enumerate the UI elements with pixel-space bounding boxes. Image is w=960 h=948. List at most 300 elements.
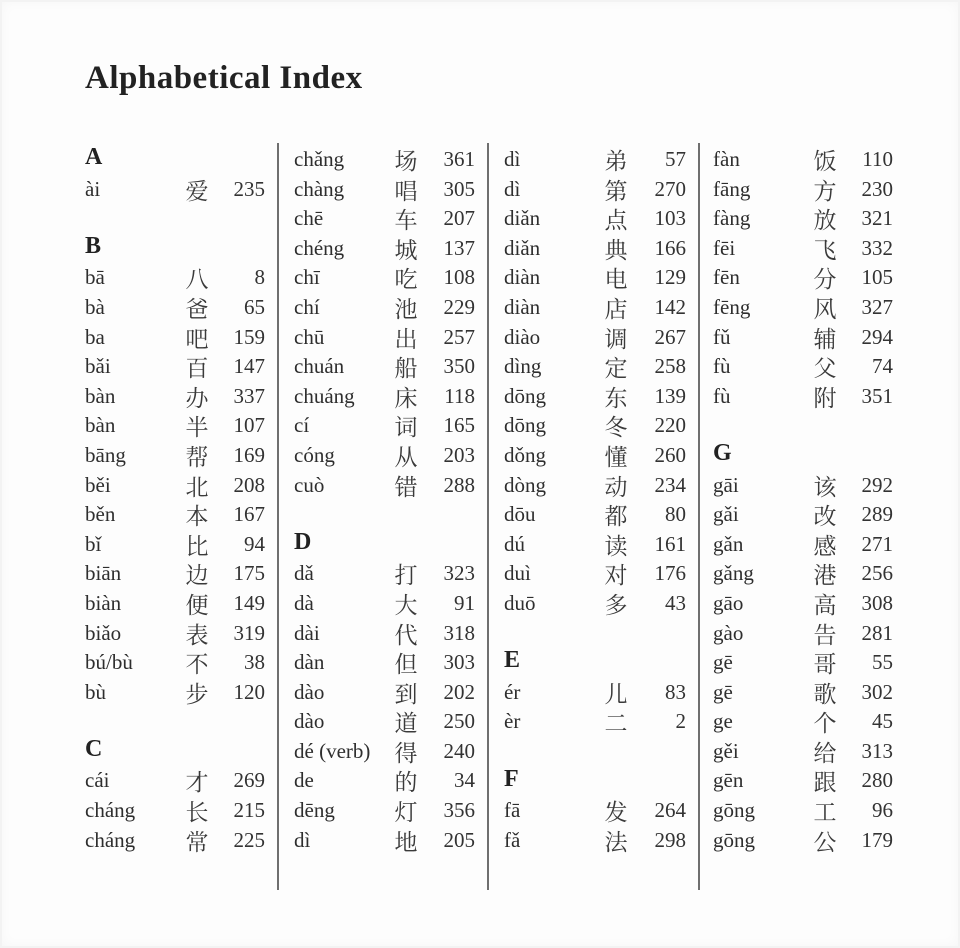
blank-row: [713, 409, 905, 439]
page-number: 235: [233, 176, 265, 201]
index-entry: [85, 646, 277, 676]
hanzi-character: 哥: [813, 652, 837, 678]
index-entry: [85, 261, 277, 291]
hanzi-character: 道: [394, 711, 418, 737]
index-entry: [85, 469, 277, 499]
index-entry: [504, 321, 698, 351]
pinyin-text: bù: [85, 679, 106, 704]
blank-row: [504, 735, 698, 765]
hanzi-character: 读: [604, 533, 628, 559]
hanzi-character: 吧: [185, 326, 209, 352]
hanzi-character: 跟: [813, 770, 837, 796]
index-entry: [504, 705, 698, 735]
section-letter: A: [85, 144, 103, 171]
page-number: 298: [654, 827, 686, 852]
hanzi-character: 常: [185, 829, 209, 855]
index-entry: [713, 528, 905, 558]
hanzi-character: 法: [604, 829, 628, 855]
pinyin-text: diàn: [504, 265, 541, 290]
hanzi-character: 北: [185, 474, 209, 500]
pinyin-text: dǎ: [294, 561, 314, 586]
pinyin-text: diàn: [504, 294, 541, 319]
hanzi-character: 调: [604, 326, 628, 352]
hanzi-character: 都: [604, 504, 628, 530]
hanzi-character: 吃: [394, 267, 418, 293]
hanzi-character: 歌: [813, 681, 837, 707]
page-number: 91: [454, 590, 475, 615]
page-number: 220: [654, 413, 686, 438]
hanzi-character: 给: [813, 740, 837, 766]
page-number: 142: [654, 294, 686, 319]
pinyin-text: gāo: [713, 590, 744, 615]
section-letter: E: [504, 647, 521, 674]
index-entry: [294, 291, 487, 321]
index-column-2: [277, 143, 487, 890]
hanzi-character: 儿: [604, 681, 628, 707]
index-entry: [294, 824, 487, 854]
pinyin-text: fā: [504, 798, 521, 823]
hanzi-character: 动: [604, 474, 628, 500]
index-entry: [713, 705, 905, 735]
pinyin-text: bāng: [85, 442, 126, 467]
index-entry: [713, 764, 905, 794]
hanzi-character: 港: [813, 563, 837, 589]
index-entry: [294, 232, 487, 262]
index-entry: [713, 794, 905, 824]
section-header: [85, 232, 277, 262]
index-entry: [713, 143, 905, 173]
index-entry: [713, 646, 905, 676]
index-entry: [85, 794, 277, 824]
index-entry: [713, 261, 905, 291]
index-entry: [504, 498, 698, 528]
pinyin-text: ài: [85, 176, 101, 201]
index-entry: [713, 587, 905, 617]
pinyin-text: fēi: [713, 235, 736, 260]
pinyin-text: cái: [85, 768, 110, 793]
page-number: 270: [654, 176, 686, 201]
index-entry: [713, 350, 905, 380]
page-number: 45: [872, 709, 893, 734]
hanzi-character: 爸: [185, 296, 209, 322]
pinyin-text: fāng: [713, 176, 751, 201]
hanzi-character: 错: [394, 474, 418, 500]
pinyin-text: bàn: [85, 383, 116, 408]
page-number: 256: [861, 561, 893, 586]
hanzi-character: 高: [813, 592, 837, 618]
page-number: 129: [654, 265, 686, 290]
index-entry: [85, 676, 277, 706]
page-number: 327: [861, 294, 893, 319]
index-entry: [294, 617, 487, 647]
section-letter: C: [85, 736, 103, 763]
index-entry: [504, 409, 698, 439]
pinyin-text: dì: [504, 176, 521, 201]
hanzi-character: 公: [813, 829, 837, 855]
page-number: 321: [861, 206, 893, 231]
page-number: 229: [443, 294, 475, 319]
hanzi-character: 东: [604, 385, 628, 411]
page-number: 361: [443, 147, 475, 171]
page-number: 137: [443, 235, 475, 260]
hanzi-character: 定: [604, 356, 628, 382]
page-number: 207: [443, 206, 475, 231]
page-number: 205: [443, 827, 475, 852]
page-number: 165: [443, 413, 475, 438]
section-header: [85, 735, 277, 765]
index-columns: [85, 143, 905, 890]
page-number: 118: [444, 383, 475, 408]
hanzi-character: 告: [813, 622, 837, 648]
page-number: 203: [443, 442, 475, 467]
pinyin-text: bú/bù: [85, 650, 133, 675]
index-entry: [713, 676, 905, 706]
index-entry: [713, 321, 905, 351]
index-entry: [504, 676, 698, 706]
pinyin-text: chī: [294, 265, 320, 290]
pinyin-text: cuò: [294, 472, 325, 497]
index-entry: [294, 173, 487, 203]
pinyin-text: cháng: [85, 798, 136, 823]
page-number: 337: [233, 383, 265, 408]
section-header: [504, 646, 698, 676]
hanzi-character: 本: [185, 504, 209, 530]
pinyin-text: chuáng: [294, 383, 355, 408]
pinyin-text: dìng: [504, 354, 542, 379]
page-number: 159: [233, 324, 265, 349]
pinyin-text: gǎng: [713, 561, 754, 586]
pinyin-text: dǒng: [504, 442, 546, 467]
blank-row: [85, 705, 277, 735]
page-number: 267: [654, 324, 686, 349]
index-entry: [85, 173, 277, 203]
pinyin-text: gǎn: [713, 531, 744, 556]
index-entry: [504, 143, 698, 173]
hanzi-character: 便: [185, 592, 209, 618]
blank-row: [294, 498, 487, 528]
index-entry: [294, 587, 487, 617]
page-number: 313: [861, 738, 893, 763]
hanzi-character: 感: [813, 533, 837, 559]
hanzi-character: 工: [813, 800, 837, 826]
hanzi-character: 该: [813, 474, 837, 500]
hanzi-character: 电: [604, 267, 628, 293]
pinyin-text: fēn: [713, 265, 740, 290]
page-number: 179: [861, 827, 893, 852]
pinyin-text: fù: [713, 383, 731, 408]
index-entry: [294, 321, 487, 351]
pinyin-text: gǎi: [713, 502, 739, 527]
hanzi-character: 的: [394, 770, 418, 796]
index-entry: [85, 824, 277, 854]
pinyin-text: dài: [294, 620, 320, 645]
pinyin-text: běi: [85, 472, 111, 497]
hanzi-character: 飞: [813, 237, 837, 263]
index-entry: [294, 646, 487, 676]
pinyin-text: de: [294, 768, 314, 793]
index-entry: [85, 439, 277, 469]
index-entry: [294, 705, 487, 735]
hanzi-character: 冬: [604, 415, 628, 441]
hanzi-character: 唱: [394, 178, 418, 204]
hanzi-character: 店: [604, 296, 628, 322]
page-number: 8: [254, 265, 265, 290]
page-number: 260: [654, 442, 686, 467]
hanzi-character: 父: [813, 356, 837, 382]
page-number: 356: [443, 798, 475, 823]
index-entry: [713, 202, 905, 232]
index-entry: [85, 587, 277, 617]
hanzi-character: 比: [185, 533, 209, 559]
index-entry: [504, 794, 698, 824]
hanzi-character: 对: [604, 563, 628, 589]
pinyin-text: fù: [713, 354, 731, 379]
pinyin-text: biàn: [85, 590, 122, 615]
pinyin-text: gěi: [713, 738, 739, 763]
index-entry: [713, 469, 905, 499]
pinyin-text: duō: [504, 590, 536, 615]
blank-row: [504, 617, 698, 647]
index-entry: [713, 291, 905, 321]
pinyin-text: gē: [713, 679, 733, 704]
hanzi-character: 步: [185, 681, 209, 707]
page-number: 281: [861, 620, 893, 645]
hanzi-character: 第: [604, 178, 628, 204]
page-number: 103: [654, 206, 686, 231]
pinyin-text: ge: [713, 709, 733, 734]
index-entry: [504, 202, 698, 232]
page-number: 57: [665, 147, 686, 171]
index-entry: [85, 409, 277, 439]
hanzi-character: 弟: [604, 149, 628, 174]
hanzi-character: 床: [394, 385, 418, 411]
pinyin-text: chē: [294, 206, 324, 231]
pinyin-text: chǎng: [294, 147, 345, 171]
page-number: 80: [665, 502, 686, 527]
pinyin-text: gē: [713, 650, 733, 675]
index-entry: [713, 824, 905, 854]
pinyin-text: gāi: [713, 472, 739, 497]
page-number: 264: [654, 798, 686, 823]
pinyin-text: dòng: [504, 472, 546, 497]
hanzi-character: 从: [394, 444, 418, 470]
hanzi-character: 代: [394, 622, 418, 648]
index-entry: [294, 409, 487, 439]
page-number: 38: [244, 650, 265, 675]
hanzi-character: 爱: [185, 178, 209, 204]
index-entry: [294, 676, 487, 706]
page-number: 166: [654, 235, 686, 260]
hanzi-character: 方: [813, 178, 837, 204]
hanzi-character: 辅: [813, 326, 837, 352]
page-number: 176: [654, 561, 686, 586]
page-number: 234: [654, 472, 686, 497]
hanzi-character: 典: [604, 237, 628, 263]
page-number: 202: [443, 679, 475, 704]
page-number: 269: [233, 768, 265, 793]
index-entry: [294, 143, 487, 173]
index-entry: [504, 439, 698, 469]
section-letter: F: [504, 765, 519, 792]
index-entry: [504, 261, 698, 291]
hanzi-character: 车: [394, 208, 418, 234]
page-number: 110: [862, 147, 893, 171]
index-entry: [294, 764, 487, 794]
index-entry: [294, 439, 487, 469]
pinyin-text: diǎn: [504, 235, 541, 260]
hanzi-character: 长: [185, 800, 209, 826]
pinyin-text: bà: [85, 294, 105, 319]
hanzi-character: 场: [394, 149, 418, 174]
page-number: 319: [233, 620, 265, 645]
index-column-4: [698, 143, 905, 890]
pinyin-text: èr: [504, 709, 521, 734]
index-entry: [85, 321, 277, 351]
page-number: 308: [861, 590, 893, 615]
hanzi-character: 船: [394, 356, 418, 382]
index-entry: [713, 498, 905, 528]
page-number: 289: [861, 502, 893, 527]
page-number: 167: [233, 502, 265, 527]
hanzi-character: 百: [185, 356, 209, 382]
hanzi-character: 不: [185, 652, 209, 678]
hanzi-character: 八: [185, 267, 209, 293]
page-number: 323: [443, 561, 475, 586]
pinyin-text: ér: [504, 679, 521, 704]
hanzi-character: 发: [604, 800, 628, 826]
index-entry: [504, 380, 698, 410]
index-entry: [713, 617, 905, 647]
pinyin-text: diǎn: [504, 206, 541, 231]
pinyin-text: gēn: [713, 768, 744, 793]
page-number: 94: [244, 531, 265, 556]
pinyin-text: gào: [713, 620, 744, 645]
index-entry: [294, 350, 487, 380]
page-number: 250: [443, 709, 475, 734]
index-entry: [713, 557, 905, 587]
page-number: 294: [861, 324, 893, 349]
pinyin-text: cí: [294, 413, 310, 438]
pinyin-text: fēng: [713, 294, 751, 319]
section-header: [294, 528, 487, 558]
hanzi-character: 得: [394, 740, 418, 766]
pinyin-text: dì: [294, 827, 311, 852]
pinyin-text: dà: [294, 590, 314, 615]
hanzi-character: 但: [394, 652, 418, 678]
hanzi-character: 地: [394, 829, 418, 855]
page-number: 225: [233, 827, 265, 852]
pinyin-text: dōng: [504, 413, 546, 438]
hanzi-character: 分: [813, 267, 837, 293]
pinyin-text: biǎo: [85, 620, 122, 645]
index-entry: [713, 380, 905, 410]
index-entry: [294, 735, 487, 765]
index-entry: [504, 587, 698, 617]
hanzi-character: 放: [813, 208, 837, 234]
page-number: 280: [861, 768, 893, 793]
page-number: 74: [872, 354, 893, 379]
pinyin-text: dēng: [294, 798, 335, 823]
page-number: 107: [233, 413, 265, 438]
index-entry: [504, 528, 698, 558]
pinyin-text: fǔ: [713, 324, 731, 349]
index-entry: [85, 528, 277, 558]
pinyin-text: ba: [85, 324, 105, 349]
blank-row: [85, 202, 277, 232]
pinyin-text: dé (verb): [294, 738, 371, 763]
page-number: 208: [233, 472, 265, 497]
pinyin-text: fàng: [713, 206, 751, 231]
page-number: 215: [233, 798, 265, 823]
hanzi-character: 打: [394, 563, 418, 589]
pinyin-text: gōng: [713, 827, 755, 852]
index-column-1: [85, 143, 277, 890]
pinyin-text: biān: [85, 561, 122, 586]
pinyin-text: bā: [85, 265, 105, 290]
hanzi-character: 城: [394, 237, 418, 263]
section-letter: G: [713, 440, 732, 467]
index-entry: [294, 202, 487, 232]
page-number: 65: [244, 294, 265, 319]
index-column-3: [487, 143, 698, 890]
index-entry: [85, 291, 277, 321]
pinyin-text: fǎ: [504, 827, 521, 852]
page-number: 350: [443, 354, 475, 379]
page-number: 120: [233, 679, 265, 704]
index-entry: [85, 764, 277, 794]
page-number: 257: [443, 324, 475, 349]
hanzi-character: 边: [185, 563, 209, 589]
pinyin-text: chuán: [294, 354, 345, 379]
hanzi-character: 出: [394, 326, 418, 352]
hanzi-character: 点: [604, 208, 628, 234]
hanzi-character: 个: [813, 711, 837, 737]
pinyin-text: fàn: [713, 147, 740, 171]
index-entry: [85, 617, 277, 647]
pinyin-text: bǎi: [85, 354, 111, 379]
index-entry: [713, 232, 905, 262]
page-number: 105: [861, 265, 893, 290]
index-entry: [504, 557, 698, 587]
pinyin-text: cháng: [85, 827, 136, 852]
index-entry: [504, 173, 698, 203]
hanzi-character: 灯: [394, 800, 418, 826]
section-letter: D: [294, 529, 312, 556]
hanzi-character: 附: [813, 385, 837, 411]
pinyin-text: dú: [504, 531, 525, 556]
index-entry: [85, 498, 277, 528]
index-entry: [504, 469, 698, 499]
hanzi-character: 表: [185, 622, 209, 648]
hanzi-character: 大: [394, 592, 418, 618]
index-entry: [504, 232, 698, 262]
page-number: 240: [443, 738, 475, 763]
hanzi-character: 到: [394, 681, 418, 707]
index-entry: [294, 794, 487, 824]
pinyin-text: dì: [504, 147, 521, 171]
section-header: [713, 439, 905, 469]
index-entry: [504, 350, 698, 380]
page-number: 271: [861, 531, 893, 556]
page-number: 292: [861, 472, 893, 497]
index-entry: [294, 469, 487, 499]
page-number: 302: [861, 679, 893, 704]
page-number: 161: [654, 531, 686, 556]
page-number: 332: [861, 235, 893, 260]
page-number: 55: [872, 650, 893, 675]
index-entry: [85, 350, 277, 380]
hanzi-character: 风: [813, 296, 837, 322]
